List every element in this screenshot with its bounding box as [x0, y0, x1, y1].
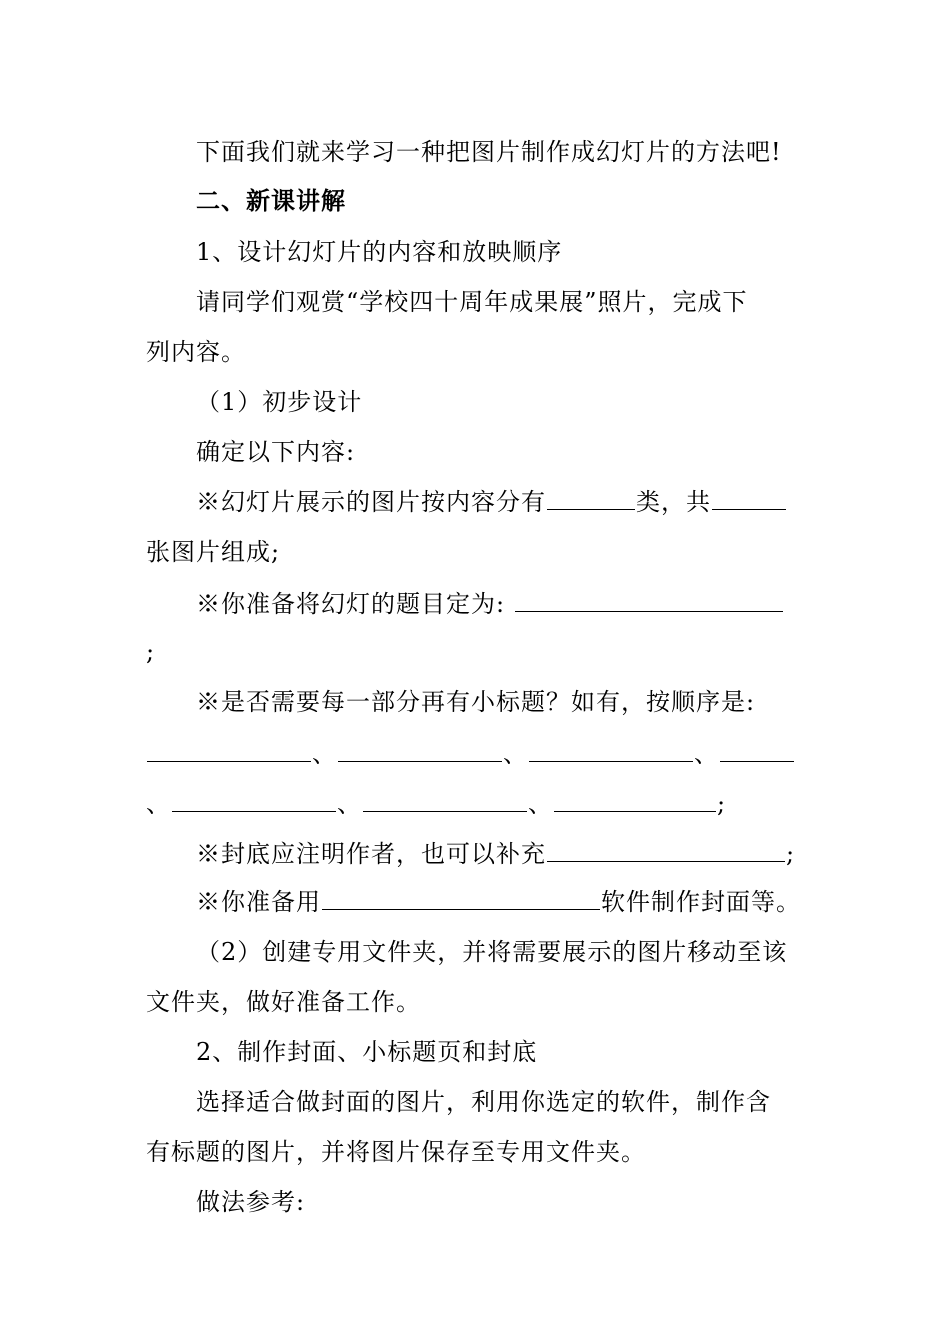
software-suffix: 软件制作封面等。	[601, 888, 801, 916]
slide-title-semicolon: ;	[146, 638, 156, 666]
subsection-heading-2: 2、制作封面、小标题页和封底	[196, 1038, 538, 1066]
subtitle-question: ※是否需要每一部分再有小标题？如有，按顺序是:	[196, 688, 756, 716]
picture-count-suffix: 张图片组成;	[146, 538, 281, 566]
subtitle-blank-5[interactable]	[172, 789, 336, 812]
category-count-label: ※幻灯片展示的图片按内容分有	[196, 488, 546, 516]
separator: 、	[337, 790, 362, 818]
back-cover-blank[interactable]	[547, 839, 785, 862]
separator: 、	[694, 740, 719, 768]
separator: 、	[312, 740, 337, 768]
subtitle-blank-7[interactable]	[554, 789, 716, 812]
slide-title-line	[196, 588, 806, 620]
step-1-heading: （1）初步设计	[196, 388, 363, 416]
back-cover-semicolon: ;	[786, 840, 796, 868]
total-count-blank[interactable]	[712, 487, 786, 510]
separator: 、	[146, 790, 171, 818]
slide-title-blank[interactable]	[515, 589, 783, 612]
subtitle-blank-6[interactable]	[363, 789, 527, 812]
separator: 、	[503, 740, 528, 768]
software-line	[196, 886, 806, 918]
section-heading-new-lesson: 二、新课讲解	[196, 186, 346, 215]
step-2-line-2: 文件夹，做好准备工作。	[146, 988, 421, 1016]
category-count-blank[interactable]	[547, 487, 635, 510]
cover-instruction-line-2: 有标题的图片，并将图片保存至专用文件夹。	[146, 1138, 646, 1166]
subtitle-blank-2[interactable]	[338, 739, 502, 762]
intro-sentence: 下面我们就来学习一种把图片制作成幻灯片的方法吧!	[196, 138, 782, 166]
back-cover-line	[196, 838, 806, 870]
cover-instruction-line-1: 选择适合做封面的图片，利用你选定的软件，制作含	[196, 1088, 771, 1116]
category-count-line	[196, 486, 806, 518]
subtitle-blanks-row-2	[146, 788, 806, 820]
subsection-heading-1: 1、设计幻灯片的内容和放映顺序	[196, 238, 563, 266]
instruction-line-1: 请同学们观赏“学校四十周年成果展”照片，完成下	[196, 288, 748, 316]
total-count-label: 类，共	[636, 488, 711, 516]
method-reference-label: 做法参考:	[196, 1188, 306, 1216]
separator: 、	[528, 790, 553, 818]
software-blank[interactable]	[322, 887, 600, 910]
confirm-content-label: 确定以下内容:	[196, 438, 356, 466]
software-label: ※你准备用	[196, 888, 321, 916]
step-2-line-1: （2）创建专用文件夹，并将需要展示的图片移动至该	[196, 938, 788, 966]
back-cover-label: ※封底应注明作者，也可以补充	[196, 840, 546, 868]
subtitle-blank-3[interactable]	[529, 739, 693, 762]
instruction-line-2: 列内容。	[146, 338, 246, 366]
slide-title-label: ※你准备将幻灯的题目定为:	[196, 590, 506, 618]
row-end-semicolon: ;	[717, 790, 727, 818]
subtitle-blanks-row-1	[146, 738, 806, 770]
subtitle-blank-4[interactable]	[720, 739, 794, 762]
subtitle-blank-1[interactable]	[147, 739, 311, 762]
